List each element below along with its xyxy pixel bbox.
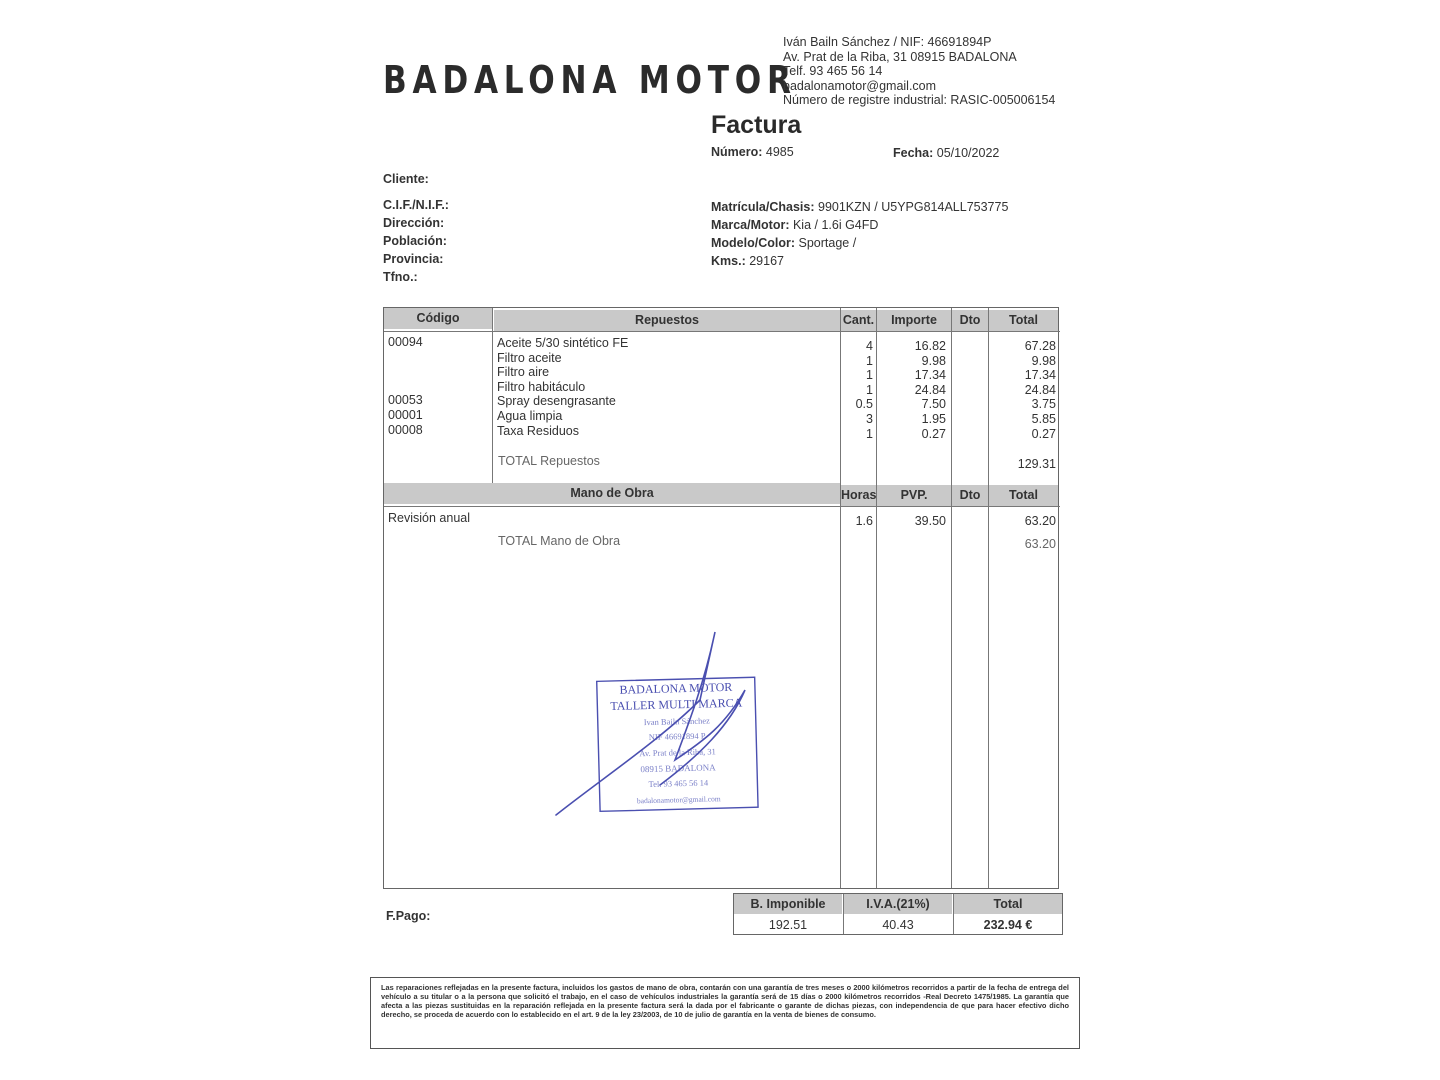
- column-divider: [492, 308, 493, 483]
- stamp-line: NIF 46691894 P: [648, 730, 706, 743]
- vehicle-plate: [711, 200, 1008, 218]
- company-details: [783, 35, 1055, 108]
- invoice-title: Factura: [711, 111, 802, 139]
- iva-value: 40.43: [882, 918, 914, 932]
- vehicle-kms: [711, 254, 1008, 272]
- invoice-date-value: 05/10/2022: [936, 146, 1000, 160]
- totals-box: [733, 893, 1063, 935]
- stamp-line: badalonamotor@gmail.com: [636, 794, 721, 806]
- parts-qty: 0.5: [855, 397, 873, 412]
- parts-qty-column: [841, 339, 873, 441]
- invoice-number: [711, 145, 794, 159]
- parts-qty: 1: [866, 368, 873, 383]
- invoice-date: [893, 146, 999, 160]
- labor-header-hours: Horas: [841, 485, 876, 506]
- parts-desc: Filtro aire: [497, 365, 550, 380]
- vehicle-details: [711, 200, 1008, 272]
- tax-base-label: B. Imponible: [734, 894, 842, 914]
- parts-header-qty: Cant.: [841, 310, 876, 331]
- parts-code: 00001: [388, 407, 423, 422]
- parts-code: [388, 350, 423, 365]
- stamp-line: TALLER MULTI MARCA: [610, 695, 743, 714]
- grand-total-value: 232.94 €: [983, 918, 1033, 932]
- parts-price: 1.95: [921, 411, 946, 426]
- parts-desc-column: [497, 336, 628, 438]
- stamp-line: BADALONA MOTOR: [619, 679, 733, 697]
- client-label: Cliente:: [383, 172, 429, 186]
- column-divider: [843, 894, 844, 934]
- labor-pvp: 39.50: [914, 514, 946, 528]
- client-phone-label: Tfno.:: [383, 270, 418, 284]
- parts-total: 9.98: [1031, 353, 1056, 368]
- labor-total-value: 63.20: [1024, 537, 1056, 551]
- company-line: Telf. 93 465 56 14: [783, 64, 883, 79]
- grand-total-label: Total: [954, 894, 1062, 914]
- parts-header-total: Total: [989, 310, 1058, 331]
- parts-desc: Filtro habitáculo: [497, 379, 586, 394]
- labor-header-total: Total: [989, 485, 1058, 506]
- row-divider: [384, 331, 1060, 332]
- labor-header-pvp: PVP.: [877, 485, 951, 506]
- parts-price: 24.84: [914, 382, 946, 397]
- parts-desc: Filtro aceite: [497, 350, 562, 365]
- vehicle-model-value: Sportage /: [798, 236, 857, 250]
- parts-qty: 4: [866, 339, 873, 353]
- iva-label: I.V.A.(21%): [844, 894, 952, 914]
- tax-base-value: 192.51: [768, 918, 808, 932]
- company-stamp: [540, 630, 770, 830]
- labor-total-label: TOTAL Mano de Obra: [498, 534, 621, 548]
- parts-price: 0.27: [921, 426, 946, 441]
- parts-desc: Aceite 5/30 sintético FE: [497, 336, 629, 350]
- parts-total: 5.85: [1031, 411, 1056, 426]
- parts-total: 24.84: [1024, 382, 1056, 397]
- company-line: Número de registre industrial: RASIC-005006154: [783, 93, 1056, 108]
- parts-qty: 1: [866, 382, 873, 397]
- company-line: Iván Bailn Sánchez / NIF: 46691894P: [783, 35, 992, 49]
- parts-qty: 3: [866, 411, 873, 426]
- parts-code: [388, 379, 423, 394]
- row-divider: [384, 506, 1060, 507]
- column-divider: [953, 894, 954, 934]
- parts-code-column: [388, 335, 423, 437]
- parts-total: 67.28: [1024, 339, 1056, 353]
- parts-header-code: Código: [384, 308, 492, 329]
- invoice-number-value: 4985: [765, 145, 794, 159]
- parts-price: 16.82: [914, 339, 946, 353]
- warranty-notice: Las reparaciones reflejadas en la presente factura, incluidos los gastos de mano de obra, contarán con una garantía de tres meses o 2000 kilómetros recorridos a partir de la fecha de entrega del vehículo a su titular o a la persona que solicitó el trabajo, en el caso de vehículos industriales la garantía será de 15 días o 2000 kilómetros recorridos -Real Decreto 1475/1985. La garantía que afecta a las piezas sustituidas en la reparación reflejada en la presente factura será la dada por el fabricante o garante de dichas piezas, con independencia de que para hacer efectivo dicho derecho, se proceda de acuerdo con lo establecido en el art. 9 de la ley 23/2003, de 10 de julio de garantía en la venta de bienes de consumo.: [370, 977, 1080, 1049]
- client-fields: [383, 198, 449, 288]
- labor-header-desc: Mano de Obra: [384, 483, 840, 504]
- labor-total: 63.20: [1024, 514, 1056, 528]
- parts-total: 0.27: [1031, 426, 1056, 441]
- labor-hours: 1.6: [855, 514, 873, 528]
- invoice-number-label: Número:: [711, 145, 763, 159]
- parts-code: 00094: [388, 335, 423, 349]
- parts-code: 00053: [388, 393, 423, 408]
- parts-header-disc: Dto: [952, 310, 988, 331]
- parts-desc: Agua limpia: [497, 408, 563, 423]
- parts-code: [388, 364, 423, 379]
- parts-total: 3.75: [1031, 397, 1056, 412]
- parts-price: 17.34: [914, 368, 946, 383]
- labor-header-disc: Dto: [952, 485, 988, 506]
- parts-total: 17.34: [1024, 368, 1056, 383]
- column-divider: [951, 308, 952, 888]
- parts-total-label: TOTAL Repuestos: [498, 454, 600, 468]
- vehicle-make: [711, 218, 1008, 236]
- parts-header-desc: Repuestos: [494, 310, 840, 331]
- vehicle-make-label: Marca/Motor:: [711, 218, 790, 232]
- parts-total-value: 129.31: [1017, 457, 1056, 471]
- parts-price: 7.50: [921, 397, 946, 412]
- parts-total-column: [989, 339, 1056, 441]
- company-line: badalonamotor@gmail.com: [783, 78, 937, 93]
- client-city-label: Población:: [383, 234, 447, 248]
- stamp-line: Tel. 93 465 56 14: [648, 777, 709, 790]
- labor-desc: Revisión anual: [388, 511, 470, 525]
- payment-label: F.Pago:: [386, 909, 431, 923]
- stamp-line: 08915 BADALONA: [640, 762, 716, 775]
- vehicle-plate-label: Matrícula/Chasis:: [711, 200, 815, 214]
- vehicle-plate-value: 9901KZN / U5YPG814ALL753775: [818, 200, 1009, 214]
- client-cif-label: C.I.F./N.I.F.:: [383, 198, 449, 212]
- client-address-label: Dirección:: [383, 216, 445, 230]
- parts-price-column: [877, 339, 946, 441]
- parts-price: 9.98: [921, 353, 946, 368]
- invoice-date-label: Fecha:: [893, 146, 934, 160]
- parts-desc: Spray desengrasante: [497, 394, 616, 409]
- parts-desc: Taxa Residuos: [497, 423, 579, 438]
- vehicle-model-label: Modelo/Color:: [711, 236, 796, 250]
- stamp-line: Ivan Bailn Sánchez: [643, 715, 710, 728]
- stamp-line: Av. Prat de la Riba, 31: [639, 746, 716, 759]
- vehicle-kms-label: Kms.:: [711, 254, 746, 268]
- vehicle-model: [711, 236, 1008, 254]
- vehicle-make-value: Kia / 1.6i G4FD: [792, 218, 879, 232]
- parts-code: 00008: [388, 422, 423, 437]
- parts-qty: 1: [866, 353, 873, 368]
- parts-qty: 1: [866, 426, 873, 441]
- company-line: Av. Prat de la Riba, 31 08915 BADALONA: [783, 49, 1017, 64]
- company-logo: BADALONA MOTOR: [383, 58, 797, 102]
- parts-header-price: Importe: [877, 310, 951, 331]
- vehicle-kms-value: 29167: [749, 254, 784, 268]
- client-province-label: Provincia:: [383, 252, 444, 266]
